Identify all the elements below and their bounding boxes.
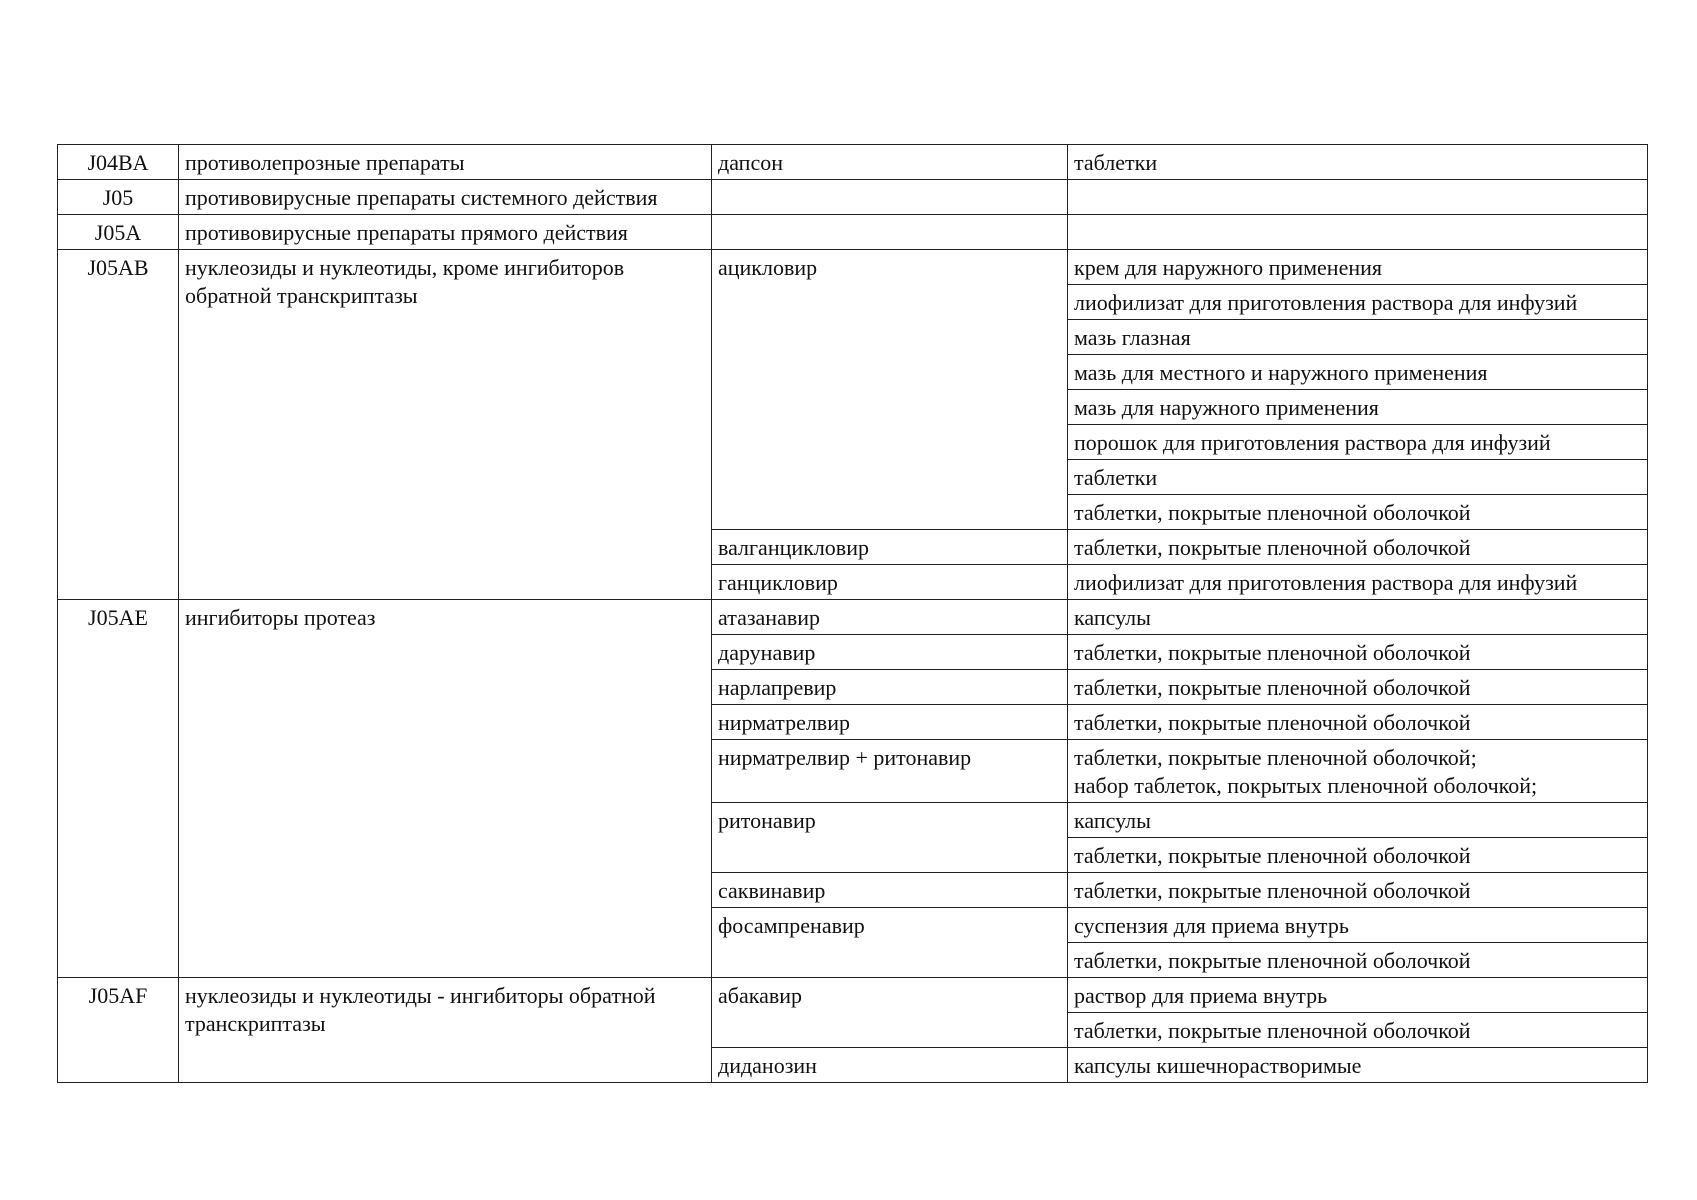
dosage-form-cell: таблетки	[1068, 460, 1648, 495]
group-name-cell: противовирусные препараты системного действия	[179, 180, 712, 215]
group-name-cell: нуклеозиды и нуклеотиды - ингибиторы обратной транскриптазы	[179, 978, 712, 1083]
dosage-form-cell: таблетки, покрытые пленочной оболочкой; набор таблеток, покрытых пленочной оболочкой;	[1068, 740, 1648, 803]
atc-code-cell: J05AB	[58, 250, 179, 600]
dosage-form-cell: лиофилизат для приготовления раствора для инфузий	[1068, 285, 1648, 320]
dosage-form-cell: таблетки	[1068, 145, 1648, 180]
drug-name-cell	[712, 215, 1068, 250]
drug-name-cell: дапсон	[712, 145, 1068, 180]
group-name-cell: противовирусные препараты прямого действия	[179, 215, 712, 250]
table-row	[58, 250, 1648, 285]
dosage-form-cell: таблетки, покрытые пленочной оболочкой	[1068, 530, 1648, 565]
atc-code-cell: J05	[58, 180, 179, 215]
dosage-form-cell: таблетки, покрытые пленочной оболочкой	[1068, 495, 1648, 530]
drug-name-cell: нарлапревир	[712, 670, 1068, 705]
drug-name-cell: ритонавир	[712, 803, 1068, 873]
dosage-form-cell	[1068, 180, 1648, 215]
dosage-form-cell: мазь для наружного применения	[1068, 390, 1648, 425]
dosage-form-cell: суспензия для приема внутрь	[1068, 908, 1648, 943]
dosage-form-cell: капсулы	[1068, 803, 1648, 838]
drug-name-cell: атазанавир	[712, 600, 1068, 635]
drug-list-table	[57, 144, 1648, 1083]
atc-code-cell: J05AF	[58, 978, 179, 1083]
dosage-form-cell: таблетки, покрытые пленочной оболочкой	[1068, 670, 1648, 705]
dosage-form-cell: капсулы	[1068, 600, 1648, 635]
dosage-form-cell: таблетки, покрытые пленочной оболочкой	[1068, 1013, 1648, 1048]
dosage-form-cell: таблетки, покрытые пленочной оболочкой	[1068, 838, 1648, 873]
table-body	[58, 145, 1648, 1083]
dosage-form-cell: крем для наружного применения	[1068, 250, 1648, 285]
drug-name-cell: валганцикловир	[712, 530, 1068, 565]
table-row	[58, 600, 1648, 635]
drug-name-cell: нирматрелвир	[712, 705, 1068, 740]
group-name-cell: нуклеозиды и нуклеотиды, кроме ингибиторов обратной транскриптазы	[179, 250, 712, 600]
drug-name-cell: дарунавир	[712, 635, 1068, 670]
dosage-form-cell: лиофилизат для приготовления раствора для инфузий	[1068, 565, 1648, 600]
dosage-form-cell: раствор для приема внутрь	[1068, 978, 1648, 1013]
drug-name-cell: ацикловир	[712, 250, 1068, 530]
dosage-form-cell: мазь глазная	[1068, 320, 1648, 355]
drug-name-cell	[712, 180, 1068, 215]
atc-code-cell: J05A	[58, 215, 179, 250]
group-name-cell: ингибиторы протеаз	[179, 600, 712, 978]
dosage-form-cell: капсулы кишечнорастворимые	[1068, 1048, 1648, 1083]
drug-name-cell: ганцикловир	[712, 565, 1068, 600]
drug-name-cell: нирматрелвир + ритонавир	[712, 740, 1068, 803]
atc-code-cell: J05AE	[58, 600, 179, 978]
table-row	[58, 180, 1648, 215]
group-name-cell: противолепрозные препараты	[179, 145, 712, 180]
dosage-form-cell: таблетки, покрытые пленочной оболочкой	[1068, 873, 1648, 908]
table-row	[58, 978, 1648, 1013]
dosage-form-cell: мазь для местного и наружного применения	[1068, 355, 1648, 390]
drug-name-cell: диданозин	[712, 1048, 1068, 1083]
dosage-form-cell: таблетки, покрытые пленочной оболочкой	[1068, 705, 1648, 740]
dosage-form-cell: таблетки, покрытые пленочной оболочкой	[1068, 943, 1648, 978]
table-row	[58, 215, 1648, 250]
dosage-form-cell: таблетки, покрытые пленочной оболочкой	[1068, 635, 1648, 670]
table-row	[58, 145, 1648, 180]
drug-name-cell: абакавир	[712, 978, 1068, 1048]
drug-name-cell: саквинавир	[712, 873, 1068, 908]
dosage-form-cell: порошок для приготовления раствора для инфузий	[1068, 425, 1648, 460]
drug-name-cell: фосампренавир	[712, 908, 1068, 978]
atc-code-cell: J04BA	[58, 145, 179, 180]
dosage-form-cell	[1068, 215, 1648, 250]
